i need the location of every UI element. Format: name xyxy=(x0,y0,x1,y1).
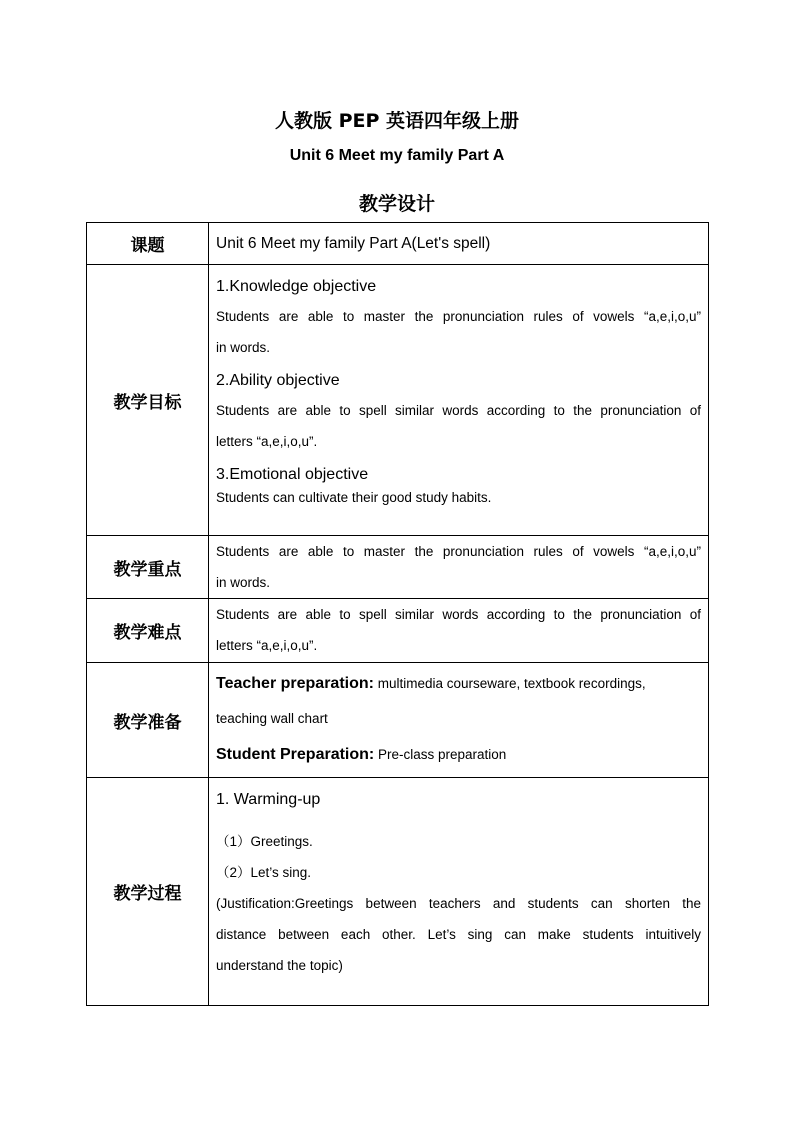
process-item-sing: （2）Let’s sing. xyxy=(216,865,312,880)
topic-value-cell xyxy=(209,223,709,265)
student-preparation-value: Pre-class preparation xyxy=(374,747,507,762)
difficult-points-line-2: letters “a,e,i,o,u”. xyxy=(216,638,318,653)
topic-value: Unit 6 Meet my family Part A(Let's spell) xyxy=(216,234,491,252)
topic-label: 课题 xyxy=(87,223,209,265)
justification-line-2: distance between each other. Let’s sing can make students intuitively xyxy=(216,927,701,942)
process-item-greetings: （1）Greetings. xyxy=(216,834,313,849)
teacher-preparation-label: Teacher preparation: xyxy=(216,675,374,692)
design-title: 教学设计 xyxy=(358,193,435,215)
teacher-preparation-value-1: multimedia courseware, textbook recordings, xyxy=(373,676,646,691)
table-row-topic xyxy=(87,223,709,265)
document-title: 人教版 PEP 英语四年级上册 xyxy=(274,110,520,132)
objectives-cell xyxy=(209,265,709,536)
table-row-preparation xyxy=(87,663,709,778)
table-row-objectives xyxy=(87,265,709,536)
emotional-objective-heading: 3.Emotional objective xyxy=(216,466,369,483)
emotional-objective-line-1: Students can cultivate their good study habits. xyxy=(216,490,492,505)
table-row-key-points xyxy=(87,536,709,599)
difficult-points-label: 教学难点 xyxy=(87,599,209,663)
ability-objective-heading: 2.Ability objective xyxy=(216,372,340,389)
preparation-cell xyxy=(209,663,709,778)
lesson-plan-table xyxy=(86,222,709,1006)
knowledge-objective-line-1: Students are able to master the pronunciation rules of vowels “a,e,i,o,u” xyxy=(216,309,701,324)
unit-title: Unit 6 Meet my family Part A xyxy=(289,147,505,164)
objectives-label: 教学目标 xyxy=(87,265,209,536)
difficult-points-cell xyxy=(209,599,709,663)
ability-objective-line-2: letters “a,e,i,o,u”. xyxy=(216,434,318,449)
teacher-preparation xyxy=(216,671,701,697)
process-label: 教学过程 xyxy=(87,778,209,1006)
knowledge-objective-heading: 1.Knowledge objective xyxy=(216,278,377,295)
table-row-difficult-points xyxy=(87,599,709,663)
process-cell xyxy=(209,778,709,1006)
warming-up-heading: 1. Warming-up xyxy=(216,791,321,808)
table-row-process xyxy=(87,778,709,1006)
key-points-line-1: Students are able to master the pronunciation rules of vowels “a,e,i,o,u” xyxy=(216,544,701,559)
knowledge-objective-line-2: in words. xyxy=(216,340,271,355)
justification-line-3: understand the topic) xyxy=(216,958,343,973)
key-points-cell xyxy=(209,536,709,599)
key-points-line-2: in words. xyxy=(216,575,271,590)
preparation-label: 教学准备 xyxy=(87,663,209,778)
justification-line-1: (Justification:Greetings between teachers and students can shorten the xyxy=(216,896,701,911)
student-preparation xyxy=(216,741,701,769)
ability-objective-line-1: Students are able to spell similar words according to the pronunciation of xyxy=(216,403,701,418)
teacher-preparation-value-2: teaching wall chart xyxy=(216,711,328,726)
difficult-points-line-1: Students are able to spell similar words according to the pronunciation of xyxy=(216,607,701,622)
student-preparation-label: Student Preparation: xyxy=(216,746,375,763)
key-points-label: 教学重点 xyxy=(87,536,209,599)
